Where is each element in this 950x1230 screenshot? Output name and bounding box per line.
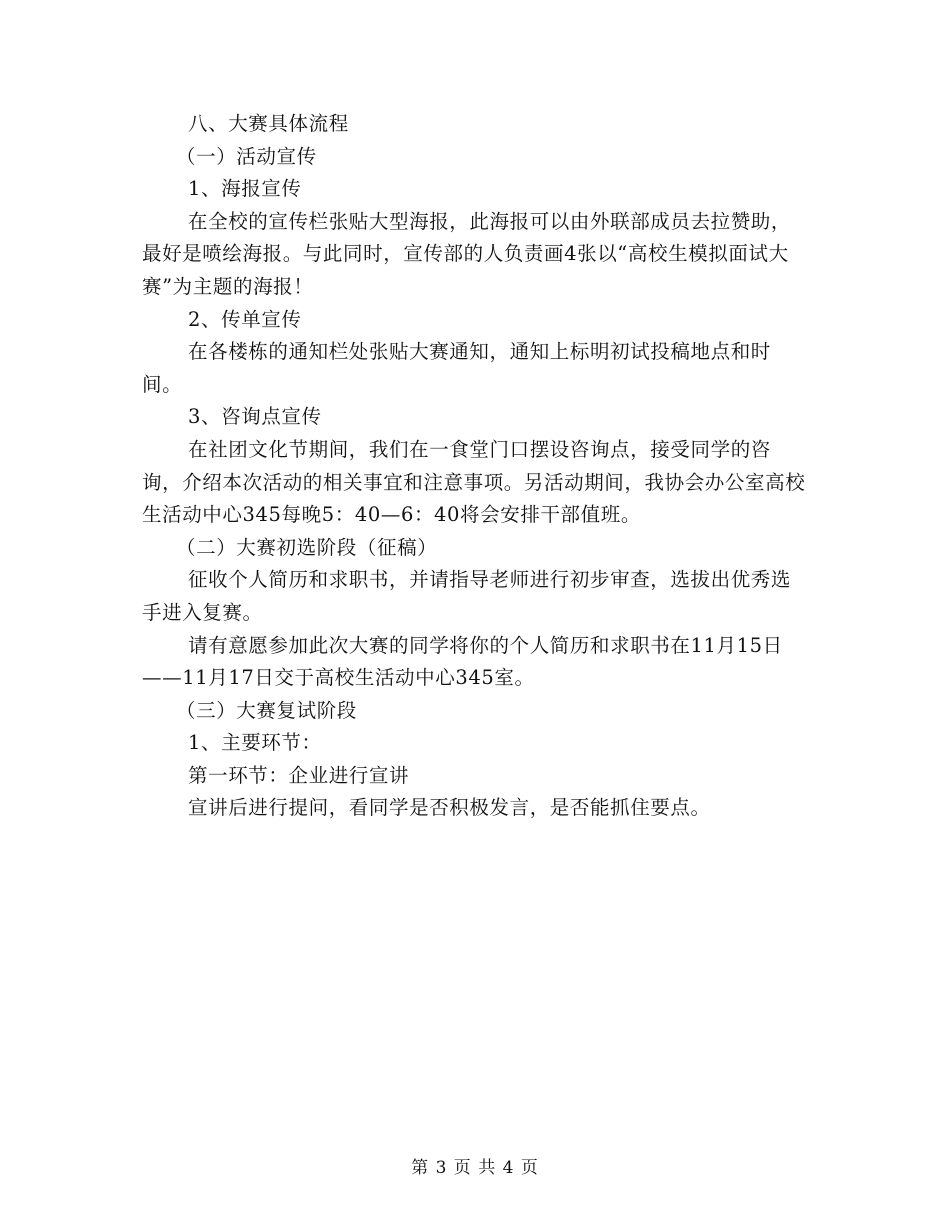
body-paragraph: 宣讲后进行提问，看同学是否积极发言，是否能抓住要点。 bbox=[188, 796, 711, 820]
page-footer bbox=[0, 1153, 950, 1178]
body-paragraph: 在社团文化节期间，我们在一食堂门口摆设咨询点，接受同学的咨询，介绍本次活动的相关事宜和注意事项。另活动期间，我协会办公室高校生活动中心345每晚5：40—6：40将会安排干部值班。 bbox=[142, 437, 806, 527]
body-paragraph: 征收个人简历和求职书，并请指导老师进行初步审查，选拔出优秀选手进入复赛。 bbox=[142, 568, 792, 624]
item-heading: 3、咨询点宣传 bbox=[188, 405, 322, 429]
page-number-label: 第 3 页 共 4 页 bbox=[411, 1158, 539, 1178]
subsection-heading: （二）大赛初选阶段（征稿） bbox=[176, 535, 438, 559]
body-paragraph: 请有意愿参加此次大赛的同学将你的个人简历和求职书在11月15日——11月17日交于高校生活动中心345室。 bbox=[142, 633, 783, 690]
body-paragraph: 在全校的宣传栏张贴大型海报，此海报可以由外联部成员去拉赞助，最好是喷绘海报。与此同时，宣传部的人负责画4张以“高校生模拟面试大赛”为主题的海报！ bbox=[142, 209, 792, 298]
section-heading: 八、大赛具体流程 bbox=[188, 112, 349, 135]
item-heading: 1、海报宣传 bbox=[188, 177, 302, 201]
subsection-heading: （一）活动宣传 bbox=[176, 144, 317, 168]
item-heading: 2、传单宣传 bbox=[188, 307, 302, 331]
item-heading: 1、主要环节： bbox=[188, 731, 322, 755]
document-body bbox=[142, 108, 810, 825]
subsection-heading: （三）大赛复试阶段 bbox=[176, 698, 357, 722]
item-heading: 第一环节：企业进行宣讲 bbox=[188, 763, 410, 787]
body-paragraph: 在各楼栋的通知栏处张贴大赛通知，通知上标明初试投稿地点和时间。 bbox=[142, 340, 771, 396]
